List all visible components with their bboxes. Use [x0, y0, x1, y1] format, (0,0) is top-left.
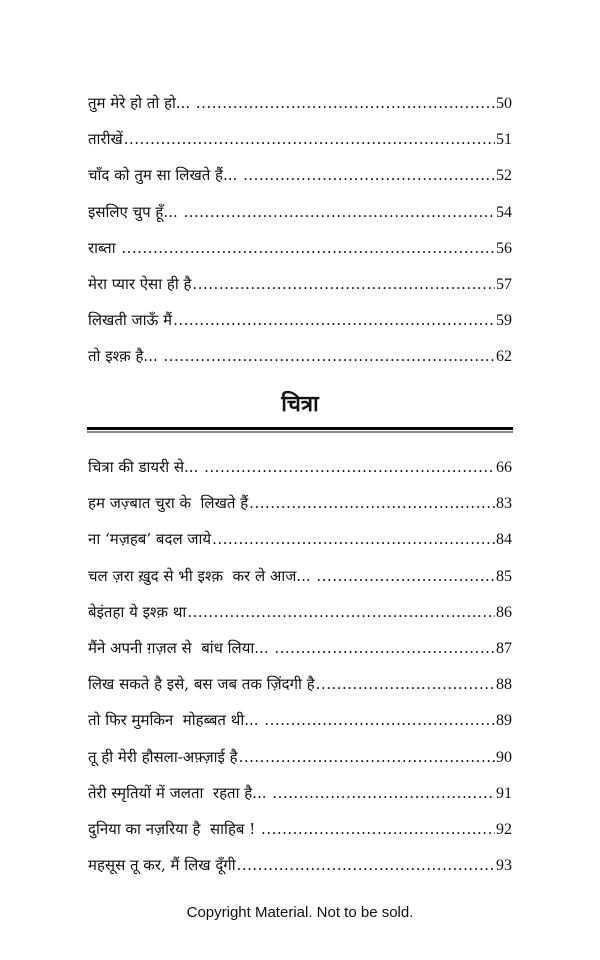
dot-leader — [183, 197, 495, 227]
toc-entry-page: 87 — [496, 639, 512, 657]
toc-entry[interactable] — [88, 160, 512, 196]
toc-entry[interactable] — [88, 597, 512, 633]
toc-entry-page: 66 — [496, 459, 512, 476]
toc-entry-page: 92 — [496, 820, 512, 838]
toc-entry[interactable] — [88, 850, 512, 886]
toc-entry[interactable] — [88, 742, 512, 778]
toc-entry-title: तो फिर मुमकिन मोहब्बत थी... — [88, 711, 264, 730]
toc-entry-page: 56 — [496, 239, 512, 257]
toc-entry-title: दुनिया का नज़रिया है साहिब ! — [88, 819, 261, 838]
toc-entry-title: लिख सकते है इसे, बस जब तक ज़िंदगी है — [88, 675, 315, 694]
toc-entry-title: मेरा प्यार ऐसा ही है — [88, 274, 192, 293]
toc-entry-page: 54 — [496, 203, 512, 221]
toc-entry[interactable] — [88, 633, 512, 669]
toc-entry-page: 51 — [496, 131, 512, 149]
toc-entry[interactable] — [88, 488, 512, 524]
toc-entry-page: 88 — [496, 676, 512, 694]
section-divider-thick — [87, 427, 513, 430]
toc-entry-page: 50 — [496, 95, 512, 112]
dot-leader — [237, 850, 495, 880]
toc-entry[interactable] — [88, 814, 512, 850]
toc-entry-title: तुम मेरे हो तो हो... — [88, 94, 195, 112]
toc-entry-title: इसलिए चुप हूँ... — [88, 202, 183, 221]
toc-entry[interactable] — [88, 341, 512, 377]
toc-entry-title: ना ‘मज़हब’ बदल जाये — [88, 530, 212, 549]
toc-entry-title: लिखती जाऊँ मैं — [88, 311, 173, 330]
toc-entry[interactable] — [88, 233, 512, 269]
dot-leader — [212, 524, 495, 554]
toc-entry-page: 59 — [496, 312, 512, 330]
toc-entry-page: 52 — [496, 167, 512, 185]
dot-leader — [274, 633, 495, 663]
toc-entry-title: चित्रा की डायरी से... — [88, 458, 204, 476]
toc-entry-title: हम जज़्बात चुरा के लिखते हैं — [88, 494, 249, 513]
toc-entry[interactable] — [88, 705, 512, 741]
toc-entry[interactable] — [88, 88, 512, 124]
toc-entry-title: बेइंतहा ये इश्क़ था — [88, 602, 187, 621]
toc-entry-title: तारीखें — [88, 130, 123, 149]
toc-entry[interactable] — [88, 452, 512, 488]
toc-entry-title: तो इश्क़ है... — [88, 347, 163, 366]
dot-leader — [316, 669, 495, 699]
toc-entry-page: 93 — [496, 857, 512, 875]
dot-leader — [187, 597, 495, 627]
toc-entry-title: तू ही मेरी हौसला-अफ़्ज़ाई है — [88, 747, 238, 766]
dot-leader — [124, 124, 495, 154]
toc-entry[interactable] — [88, 197, 512, 233]
section-heading: चित्रा — [281, 391, 319, 417]
section-divider-thin — [87, 431, 513, 433]
dot-leader — [316, 561, 495, 591]
toc-entry-page: 84 — [496, 531, 512, 549]
toc-entry-title: मैंने अपनी ग़ज़ल से बांध लिया... — [88, 638, 274, 657]
dot-leader — [272, 778, 495, 808]
toc-entry-page: 86 — [496, 603, 512, 621]
toc-entry[interactable] — [88, 561, 512, 597]
toc-entry[interactable] — [88, 524, 512, 560]
dot-leader — [121, 233, 495, 263]
dot-leader — [264, 705, 495, 735]
toc-list-part2 — [88, 452, 512, 886]
toc-entry-title: चाँद को तुम सा लिखते हैं... — [88, 166, 243, 185]
toc-entry-title: तेरी स्मृतियों में जलता रहता है... — [88, 783, 272, 802]
toc-entry-page: 85 — [496, 567, 512, 585]
toc-entry[interactable] — [88, 778, 512, 814]
dot-leader — [243, 160, 495, 190]
toc-entry-title: महसूस तू कर, मैं लिख दूँगी — [88, 856, 236, 875]
toc-entry[interactable] — [88, 124, 512, 160]
toc-entry[interactable] — [88, 669, 512, 705]
dot-leader — [164, 341, 495, 371]
toc-entry-page: 83 — [496, 495, 512, 513]
dot-leader — [249, 488, 495, 518]
toc-entry[interactable] — [88, 305, 512, 341]
dot-leader — [239, 742, 495, 772]
toc-entry-page: 57 — [496, 275, 512, 293]
toc-entry-title: राब्ता — [88, 238, 121, 257]
toc-entry-title: चल ज़रा ख़ुद से भी इश्क़ कर ले आज... — [88, 566, 316, 585]
toc-entry-page: 62 — [496, 348, 512, 366]
dot-leader — [204, 452, 495, 482]
copyright-footer: Copyright Material. Not to be sold. — [186, 904, 414, 921]
dot-leader — [192, 269, 495, 299]
toc-entry-page: 90 — [496, 748, 512, 766]
dot-leader — [261, 814, 495, 844]
dot-leader — [173, 305, 495, 335]
dot-leader — [196, 88, 495, 118]
toc-entry-page: 91 — [496, 784, 512, 802]
toc-entry-page: 89 — [496, 712, 512, 730]
toc-list-part1 — [88, 88, 512, 378]
toc-entry[interactable] — [88, 269, 512, 305]
